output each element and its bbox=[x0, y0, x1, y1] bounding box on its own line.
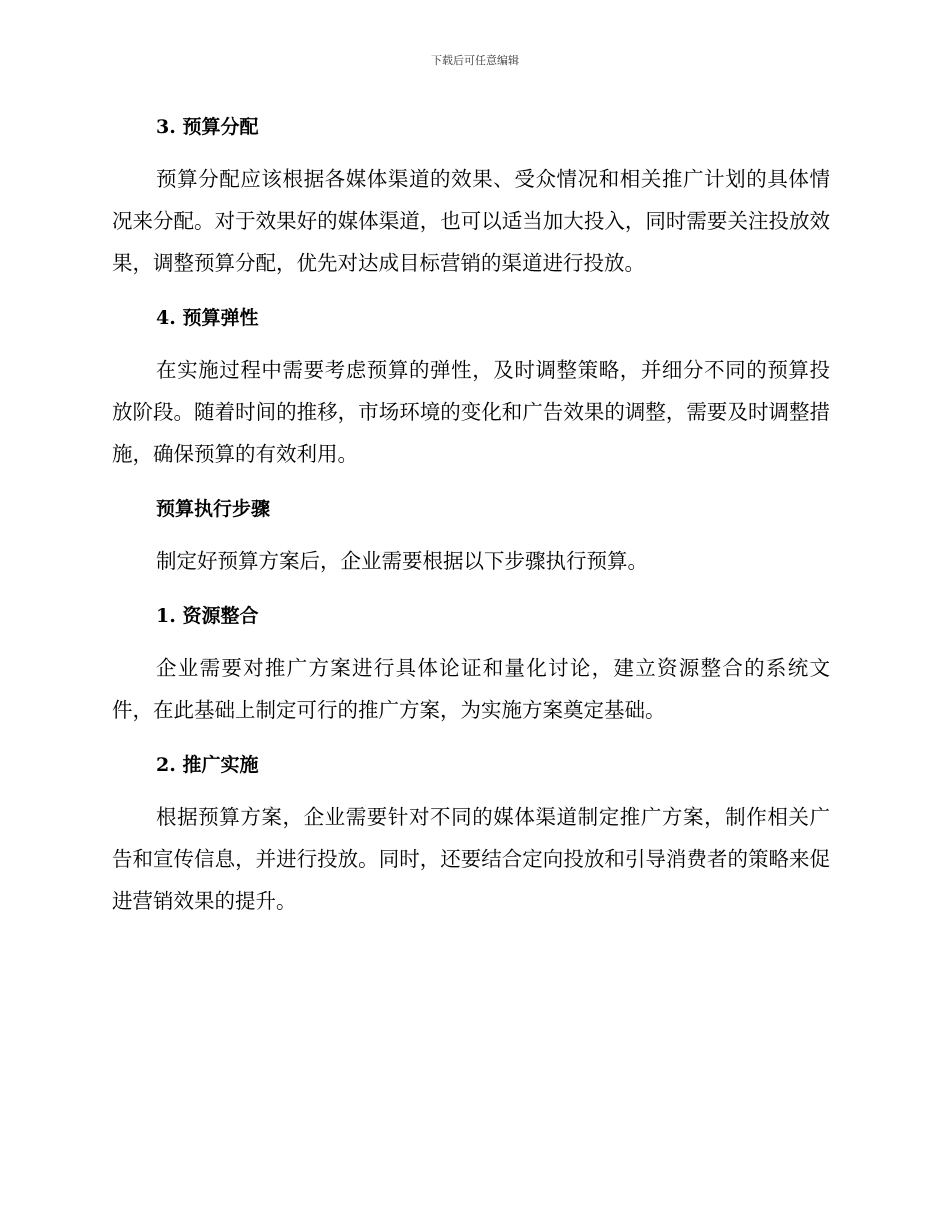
section-paragraph-budget-allocation: 预算分配应该根据各媒体渠道的效果、受众情况和相关推广计划的具体情况来分配。对于效果好的媒体渠道，也可以适当加大投入，同时需要关注投放效果，调整预算分配，优先对达成目标营销的渠道进行投放。 bbox=[112, 167, 830, 275]
section-paragraph-budget-flexibility: 在实施过程中需要考虑预算的弹性，及时调整策略，并细分不同的预算投放阶段。随着时间的推移，市场环境的变化和广告效果的调整，需要及时调整措施，确保预算的有效利用。 bbox=[112, 358, 830, 466]
page-header-note: 下载后可任意编辑 bbox=[431, 54, 519, 67]
section-paragraph-promotion-implementation: 根据预算方案，企业需要针对不同的媒体渠道制定推广方案，制作相关广告和宣传信息，并进行投放。同时，还要结合定向投放和引导消费者的策略来促进营销效果的提升。 bbox=[112, 805, 830, 913]
section-heading-budget-allocation: 3. 预算分配 bbox=[156, 116, 259, 138]
section-paragraph-resource-integration: 企业需要对推广方案进行具体论证和量化讨论，建立资源整合的系统文件，在此基础上制定可行的推广方案，为实施方案奠定基础。 bbox=[112, 656, 830, 722]
section-paragraph-budget-execution-steps: 制定好预算方案后，企业需要根据以下步骤执行预算。 bbox=[156, 549, 648, 573]
section-heading-resource-integration: 1. 资源整合 bbox=[156, 605, 259, 627]
section-heading-budget-execution-steps: 预算执行步骤 bbox=[156, 498, 271, 520]
document-body bbox=[112, 106, 830, 922]
section-heading-promotion-implementation: 2. 推广实施 bbox=[156, 754, 259, 776]
section-heading-budget-flexibility: 4. 预算弹性 bbox=[156, 307, 259, 329]
